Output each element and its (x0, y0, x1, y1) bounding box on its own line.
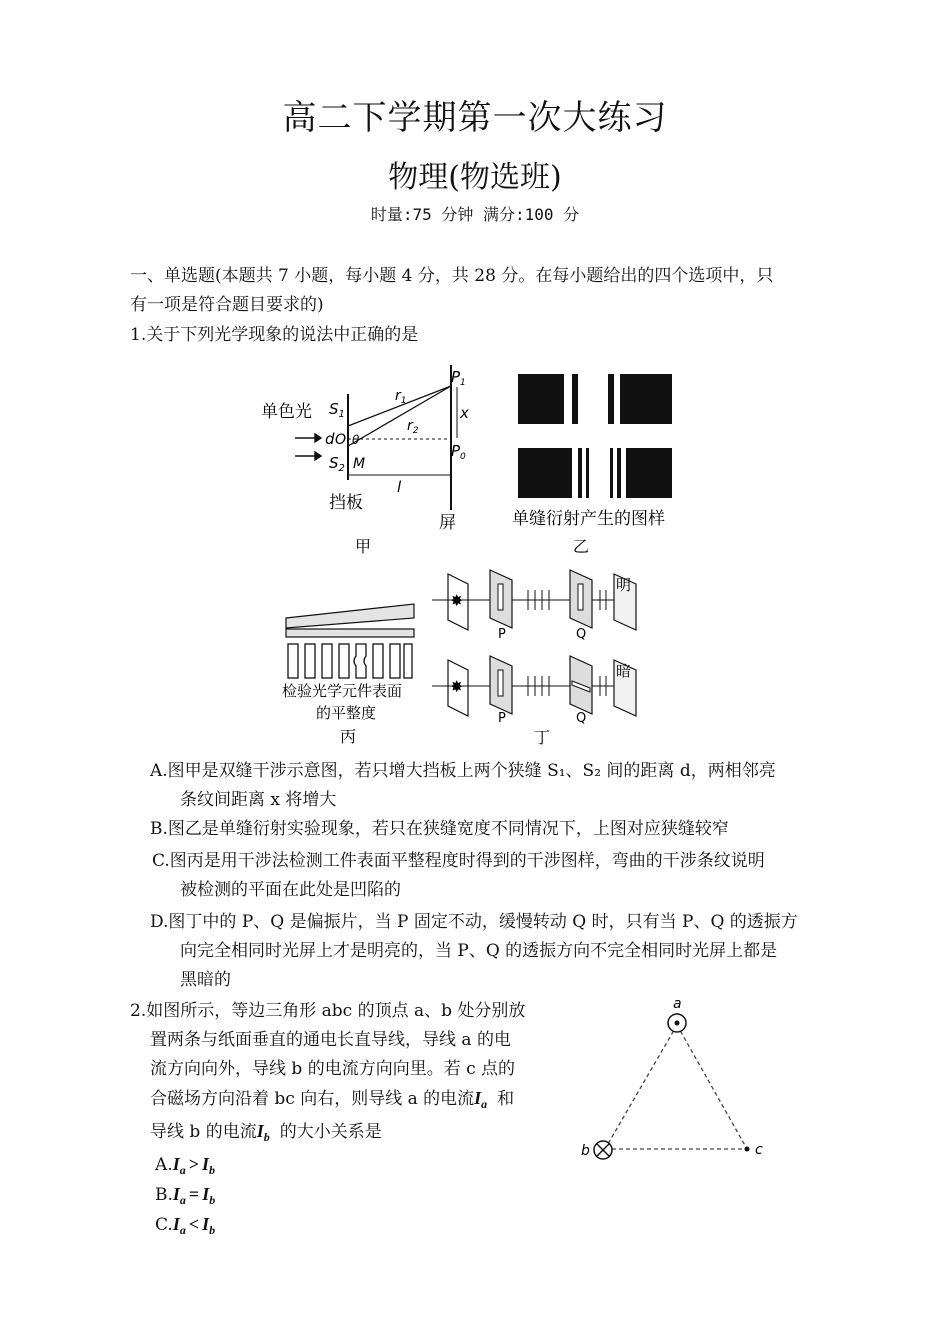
vertex-a-label: a (673, 996, 682, 1012)
section-heading-line1: 一、单选题(本题共 7 小题，每小题 4 分，共 28 分。在每小题给出的四个选项中，只 (130, 266, 774, 286)
edge-ac (677, 1025, 747, 1149)
point-c-dot (745, 1147, 750, 1152)
polarizer-q-label-bottom: Q (576, 711, 587, 726)
polarizer-setup-dark (432, 656, 636, 716)
q1-option-c-line2: 被检测的平面在此处是凹陷的 (180, 880, 401, 900)
m-label: M (353, 456, 366, 472)
interference-fringes (288, 644, 412, 678)
barrier-label: 挡板 (329, 493, 363, 513)
q2-line1: 2.如图所示，等边三角形 abc 的顶点 a、b 处分别放 (130, 1001, 526, 1021)
dark-label: 暗 (616, 662, 632, 680)
polarizer-p-label-bottom: P (498, 711, 506, 726)
q1-option-d-line2: 向完全相同时光屏上才是明亮的，当 P、Q 的透振方向不完全相同时光屏上都是 (180, 941, 778, 961)
polarizer-p-label-top: P (498, 627, 506, 642)
vertex-b-label: b (581, 1143, 590, 1159)
polarizer-q-label-top: Q (576, 627, 587, 642)
ia-symbol: $I_a$ (474, 1088, 488, 1111)
pattern-bottom (518, 448, 672, 498)
figure-yi-single-slit (510, 370, 690, 555)
screen-label: 屏 (439, 513, 456, 533)
base-plate (286, 629, 414, 637)
incident-arrows (295, 434, 321, 460)
vertex-c-label: c (755, 1142, 763, 1158)
q2-line5-end: 的大小关系是 (279, 1122, 382, 1142)
o-label: O (335, 432, 347, 448)
l-label: l (397, 478, 402, 496)
q1-option-a-line2: 条纹间距离 x 将增大 (180, 790, 337, 810)
q2-option-c: $C.I_a < I_b$ (155, 1214, 216, 1237)
q2-line4-text: 合磁场方向沿着 bc 向右，则导线 a 的电流 (150, 1089, 475, 1109)
q1-option-d-line1: D.图丁中的 P、Q 是偏振片，当 P 固定不动，缓慢转动 Q 时，只有当 P、Q 的透振方 (150, 912, 798, 932)
edge-ab (605, 1025, 677, 1149)
figure-caption-bing: 丙 (340, 727, 357, 745)
pattern-top (518, 374, 672, 424)
r2-label: $r_2$ (407, 418, 419, 436)
q2-line4-and: 和 (497, 1089, 515, 1109)
polarizer-setup-bright (432, 570, 636, 630)
q1-option-b: B.图乙是单缝衍射实验现象，若只在狭缝宽度不同情况下，上图对应狭缝较窄 (150, 819, 729, 839)
wedge-plate (286, 604, 414, 628)
q2-option-a: $A.I_a > I_b$ (155, 1154, 215, 1177)
theta-label: θ (352, 433, 360, 447)
figure-ding-polarizers (428, 562, 660, 747)
flatness-label-line2: 的平整度 (316, 704, 377, 722)
page-title: 高二下学期第一次大练习 (282, 98, 668, 138)
p1-label: $P_1$ (451, 368, 466, 388)
q1-option-c-line1: C.图丙是用干涉法检测工件表面平整程度时得到的干涉图样，弯曲的干涉条纹说明 (152, 851, 765, 871)
s1-label: $S_1$ (329, 400, 345, 420)
exam-meta: 时量:75 分钟 满分:100 分 (370, 205, 580, 224)
q1-option-d-line3: 黑暗的 (180, 970, 231, 990)
q2-line5 (150, 1117, 382, 1152)
q2-line3: 流方向向外，导线 b 的电流方向向里。若 c 点的 (150, 1059, 516, 1079)
figure-q2-triangle (572, 995, 772, 1170)
subject-title: 物理(物选班) (388, 160, 562, 195)
q2-option-b: $B.I_a = I_b$ (155, 1184, 216, 1207)
section-heading-line2: 有一项是符合题目要求的) (130, 295, 324, 315)
monochromatic-light-label: 单色光 (261, 402, 312, 422)
svg-text:✸: ✸ (450, 677, 464, 696)
ib-symbol: $I_b$ (256, 1121, 270, 1144)
single-slit-label: 单缝衍射产生的图样 (512, 509, 665, 529)
figure-caption-ding: 丁 (534, 728, 551, 747)
s2-label: $S_2$ (329, 454, 345, 474)
p0-label: $P_0$ (451, 442, 466, 462)
q2-line4 (150, 1084, 514, 1119)
figure-caption-jia: 甲 (355, 537, 372, 555)
figure-bing-flatness (280, 600, 420, 745)
x-label: x (460, 404, 469, 422)
q1-stem: 1.关于下列光学现象的说法中正确的是 (130, 325, 419, 345)
figure-caption-yi: 乙 (573, 537, 590, 555)
svg-text:✸: ✸ (450, 591, 464, 610)
flatness-label-line1: 检验光学元件表面 (282, 682, 403, 700)
d-label: d (325, 430, 335, 448)
q2-line5-text: 导线 b 的电流 (150, 1122, 257, 1142)
q2-line2: 置两条与纸面垂直的通电长直导线，导线 a 的电 (150, 1030, 511, 1050)
q1-option-a-line1: A.图甲是双缝干涉示意图，若只增大挡板上两个狭缝 S₁、S₂ 间的距离 d，两相邻亮 (150, 761, 776, 781)
bright-label: 明 (616, 576, 632, 594)
r1-label: $r_1$ (395, 388, 407, 406)
figure-jia-double-slit (255, 360, 480, 555)
